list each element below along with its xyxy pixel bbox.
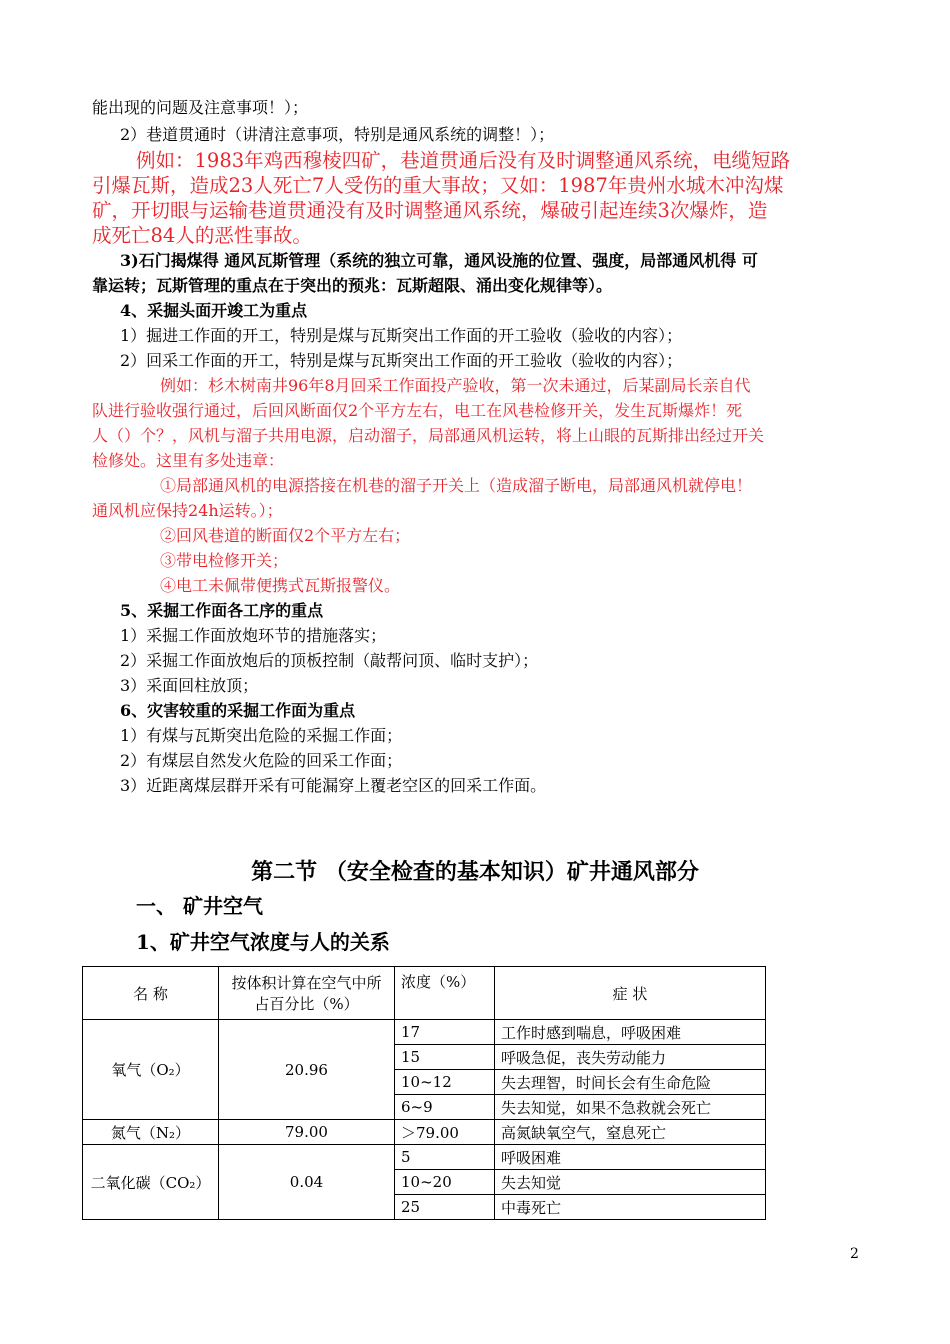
concentration: ＞79.00	[395, 1120, 495, 1145]
gas-name: 二氧化碳（CO₂）	[83, 1145, 219, 1220]
table-row	[83, 1020, 766, 1045]
symptom: 工作时感到喘息，呼吸困难	[495, 1020, 766, 1045]
paragraph-bold: 靠运转；瓦斯管理的重点在于突出的预兆：瓦斯超限、涌出变化规律等）。	[92, 276, 613, 295]
gas-name: 氮气（N₂）	[83, 1120, 219, 1145]
list-item: 2）回采工作面的开工，特别是煤与瓦斯突出工作面的开工验收（验收的内容）；	[120, 351, 683, 370]
list-item: 3）近距离煤层群开采有可能漏穿上覆老空区的回采工作面。	[120, 776, 547, 795]
text-line: 2）巷道贯通时（讲清注意事项，特别是通风系统的调整！）；	[120, 125, 555, 144]
header-cell: 浓度（%）	[395, 967, 495, 1020]
example-line: 矿，开切眼与运输巷道贯通没有及时调整通风系统，爆破引起连续3次爆炸，造	[92, 199, 768, 222]
table-header-row	[83, 967, 766, 1020]
symptom: 呼吸急促，丧失劳动能力	[495, 1045, 766, 1070]
heading: 1、矿井空气浓度与人的关系	[136, 930, 390, 954]
example-line: 例如：杉木树南井96年8月回采工作面投产验收，第一次未通过，后某副局长亲自代	[160, 376, 751, 395]
list-item: 2）有煤层自然发火危险的回采工作面；	[120, 751, 403, 770]
example-line: ②回风巷道的断面仅2个平方左右；	[160, 526, 411, 545]
symptom: 失去知觉	[495, 1170, 766, 1195]
gas-percent: 0.04	[219, 1145, 395, 1220]
example-line: ①局部通风机的电源搭接在机巷的溜子开关上（造成溜子断电，局部通风机就停电！	[160, 476, 753, 495]
symptom: 失去理智，时间长会有生命危险	[495, 1070, 766, 1095]
list-item: 3）采面回柱放顶；	[120, 676, 259, 695]
paragraph-bold: 3)石门揭煤得 通风瓦斯管理（系统的独立可靠，通风设施的位置、强度，局部通风机得 可	[120, 251, 758, 270]
table-row	[83, 1145, 766, 1170]
symptom: 失去知觉，如果不急救就会死亡	[495, 1095, 766, 1120]
gas-name: 氧气（O₂）	[83, 1020, 219, 1120]
example-line: 引爆瓦斯，造成23人死亡7人受伤的重大事故；又如：1987年贵州水城木冲沟煤	[92, 174, 784, 197]
concentration: 6~9	[395, 1095, 495, 1120]
example-line: 队进行验收强行通过，后回风断面仅2个平方左右，电工在风巷检修开关，发生瓦斯爆炸！死	[92, 401, 743, 420]
section-title: 第二节 （安全检查的基本知识）矿井通风部分	[251, 859, 699, 885]
concentration: 10~12	[395, 1070, 495, 1095]
air-concentration-table	[82, 966, 766, 1220]
list-item: 2）采掘工作面放炮后的顶板控制（敲帮问顶、临时支护）；	[120, 651, 539, 670]
gas-percent: 20.96	[219, 1020, 395, 1120]
example-line: 人（）个？，风机与溜子共用电源，启动溜子，局部通风机运转，将上山眼的瓦斯排出经过开关	[92, 426, 765, 445]
list-item: 1）有煤与瓦斯突出危险的采掘工作面；	[120, 726, 403, 745]
list-item: 1）掘进工作面的开工，特别是煤与瓦斯突出工作面的开工验收（验收的内容）；	[120, 326, 683, 345]
heading: 一、 矿井空气	[136, 894, 263, 918]
subheading: 4、采掘头面开竣工为重点	[120, 301, 308, 320]
example-line: 成死亡84人的恶性事故。	[92, 224, 312, 247]
example-line: 检修处。这里有多处违章：	[92, 451, 285, 470]
header-cell: 名 称	[83, 967, 219, 1020]
gas-percent: 79.00	[219, 1120, 395, 1145]
subheading: 5、采掘工作面各工序的重点	[120, 601, 324, 620]
text-line: 能出现的问题及注意事项！）；	[92, 98, 309, 117]
concentration: 17	[395, 1020, 495, 1045]
subheading: 6、灾害较重的采掘工作面为重点	[120, 701, 356, 720]
header-cell: 症 状	[495, 967, 766, 1020]
symptom: 高氮缺氧空气，窒息死亡	[495, 1120, 766, 1145]
concentration: 10~20	[395, 1170, 495, 1195]
page-number: 2	[850, 1246, 859, 1262]
table-row	[83, 1120, 766, 1145]
list-item: 1）采掘工作面放炮环节的措施落实；	[120, 626, 387, 645]
example-line: 例如：1983年鸡西穆棱四矿，巷道贯通后没有及时调整通风系统，电缆短路	[136, 149, 791, 172]
example-line: 通风机应保持24h运转。）；	[92, 501, 283, 520]
example-line: ③带电检修开关；	[160, 551, 289, 570]
symptom: 中毒死亡	[495, 1195, 766, 1220]
header-cell: 按体积计算在空气中所占百分比（%）	[219, 967, 395, 1020]
concentration: 15	[395, 1045, 495, 1070]
concentration: 5	[395, 1145, 495, 1170]
symptom: 呼吸困难	[495, 1145, 766, 1170]
concentration: 25	[395, 1195, 495, 1220]
example-line: ④电工未佩带便携式瓦斯报警仪。	[160, 576, 401, 595]
